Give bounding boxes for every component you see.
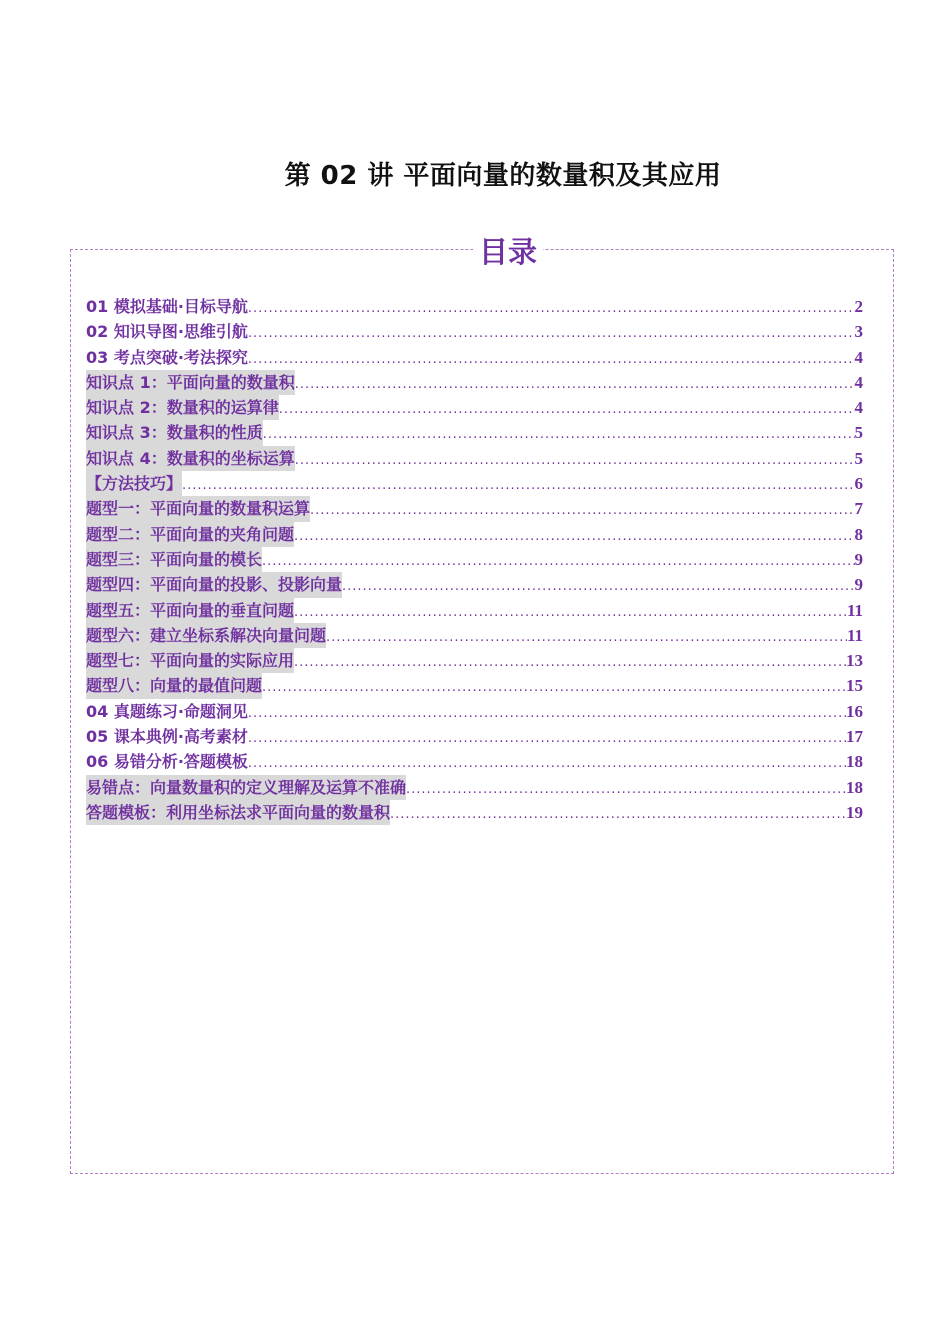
toc-entry-title: 04 真题练习·命题洞见 — [86, 701, 248, 721]
toc-entry[interactable] — [86, 471, 863, 496]
toc-dot-leader — [248, 321, 855, 344]
toc-entry-page-number: 11 — [846, 625, 863, 645]
toc-entry-page-number: 5 — [854, 448, 863, 468]
toc-entry[interactable] — [86, 699, 863, 724]
toc-entry[interactable] — [86, 345, 863, 370]
toc-entry-page-number: 9 — [854, 575, 863, 595]
toc-entry-title: 题型五：平面向量的垂直问题 — [86, 598, 294, 623]
toc-entry-title: 01 模拟基础·目标导航 — [86, 297, 248, 316]
toc-dot-leader — [295, 372, 855, 395]
toc-entry[interactable] — [86, 395, 863, 420]
toc-entry[interactable] — [86, 648, 863, 673]
toc-entry-page-number: 18 — [846, 777, 863, 797]
toc-dot-leader — [248, 726, 846, 749]
toc-dot-leader — [248, 701, 846, 724]
toc-dot-leader — [262, 675, 846, 698]
toc-entry-page-number: 5 — [854, 423, 863, 443]
toc-dot-leader — [390, 802, 846, 825]
toc-dot-leader — [262, 549, 854, 572]
toc-dot-leader — [248, 296, 855, 319]
toc-heading — [0, 233, 950, 271]
toc-dot-leader — [182, 473, 854, 496]
toc-entry-title: 05 课本典例·高考素材 — [86, 727, 248, 747]
toc-heading-label: 目录 — [473, 235, 543, 269]
toc-dot-leader — [279, 397, 855, 420]
toc-entry[interactable] — [86, 522, 863, 547]
toc-dot-leader — [310, 498, 854, 521]
toc-entry-page-number: 11 — [846, 600, 863, 620]
toc-entry-page-number: 6 — [854, 474, 863, 494]
toc-entry-title: 【方法技巧】 — [86, 471, 182, 496]
toc-entry-title: 题型一：平面向量的数量积运算 — [86, 496, 310, 521]
toc-dot-leader — [406, 777, 846, 800]
toc-entry-title: 题型二：平面向量的夹角问题 — [86, 522, 294, 547]
toc-entry-title: 答题模板：利用坐标法求平面向量的数量积 — [86, 800, 390, 825]
toc-entry[interactable] — [86, 496, 863, 521]
toc-entry-title: 题型三：平面向量的模长 — [86, 547, 262, 572]
toc-entry-title: 知识点 3：数量积的性质 — [86, 420, 263, 445]
toc-entry[interactable] — [86, 749, 863, 774]
toc-dot-leader — [342, 574, 854, 597]
toc-dot-leader — [248, 347, 855, 370]
toc-entry-title: 06 易错分析·答题模板 — [86, 752, 248, 772]
toc-entry-page-number: 17 — [846, 727, 863, 747]
toc-entry-page-number: 8 — [854, 524, 863, 544]
toc-entry-page-number: 7 — [854, 499, 863, 519]
toc-entry[interactable] — [86, 319, 863, 344]
toc-entry-title: 题型七：平面向量的实际应用 — [86, 648, 294, 673]
toc-entry-page-number: 19 — [846, 802, 863, 822]
toc-entry-page-number: 15 — [846, 676, 863, 696]
toc-entry[interactable] — [86, 294, 863, 319]
toc-entry[interactable] — [86, 572, 863, 597]
toc-entry-title: 题型六：建立坐标系解决向量问题 — [86, 623, 326, 648]
toc-entry-title: 知识点 2：数量积的运算律 — [86, 395, 279, 420]
table-of-contents — [86, 294, 863, 825]
toc-entry-page-number: 3 — [854, 322, 863, 342]
toc-entry-title: 02 知识导图·思维引航 — [86, 322, 248, 342]
toc-entry[interactable] — [86, 547, 863, 572]
toc-entry-page-number: 4 — [854, 372, 863, 392]
toc-dot-leader — [248, 751, 846, 774]
toc-entry[interactable] — [86, 446, 863, 471]
toc-entry-page-number: 18 — [846, 752, 863, 772]
toc-entry[interactable] — [86, 598, 863, 623]
toc-dot-leader — [263, 422, 855, 445]
toc-dot-leader — [326, 625, 847, 648]
toc-entry[interactable] — [86, 800, 863, 825]
toc-entry[interactable] — [86, 724, 863, 749]
toc-entry-page-number: 9 — [854, 549, 863, 569]
toc-entry-page-number: 16 — [846, 701, 863, 721]
toc-entry-page-number: 13 — [846, 651, 863, 671]
toc-entry-title: 知识点 4：数量积的坐标运算 — [86, 446, 295, 471]
toc-entry[interactable] — [86, 370, 863, 395]
toc-entry-page-number: 2 — [854, 297, 863, 316]
toc-entry-page-number: 4 — [854, 347, 863, 367]
toc-entry-title: 题型八：向量的最值问题 — [86, 673, 262, 698]
toc-entry-title: 03 考点突破·考法探究 — [86, 347, 248, 367]
toc-entry-title: 知识点 1：平面向量的数量积 — [86, 370, 295, 395]
toc-entry[interactable] — [86, 673, 863, 698]
toc-entry-title: 题型四：平面向量的投影、投影向量 — [86, 572, 342, 597]
toc-entry[interactable] — [86, 623, 863, 648]
toc-entry[interactable] — [86, 775, 863, 800]
toc-dot-leader — [294, 524, 854, 547]
toc-entry-title: 易错点：向量数量积的定义理解及运算不准确 — [86, 775, 406, 800]
toc-entry[interactable] — [86, 420, 863, 445]
toc-entry-page-number: 4 — [854, 398, 863, 418]
page-title: 第 02 讲 平面向量的数量积及其应用 — [284, 161, 722, 191]
toc-dot-leader — [295, 448, 855, 471]
toc-dot-leader — [294, 600, 847, 623]
toc-dot-leader — [294, 650, 846, 673]
